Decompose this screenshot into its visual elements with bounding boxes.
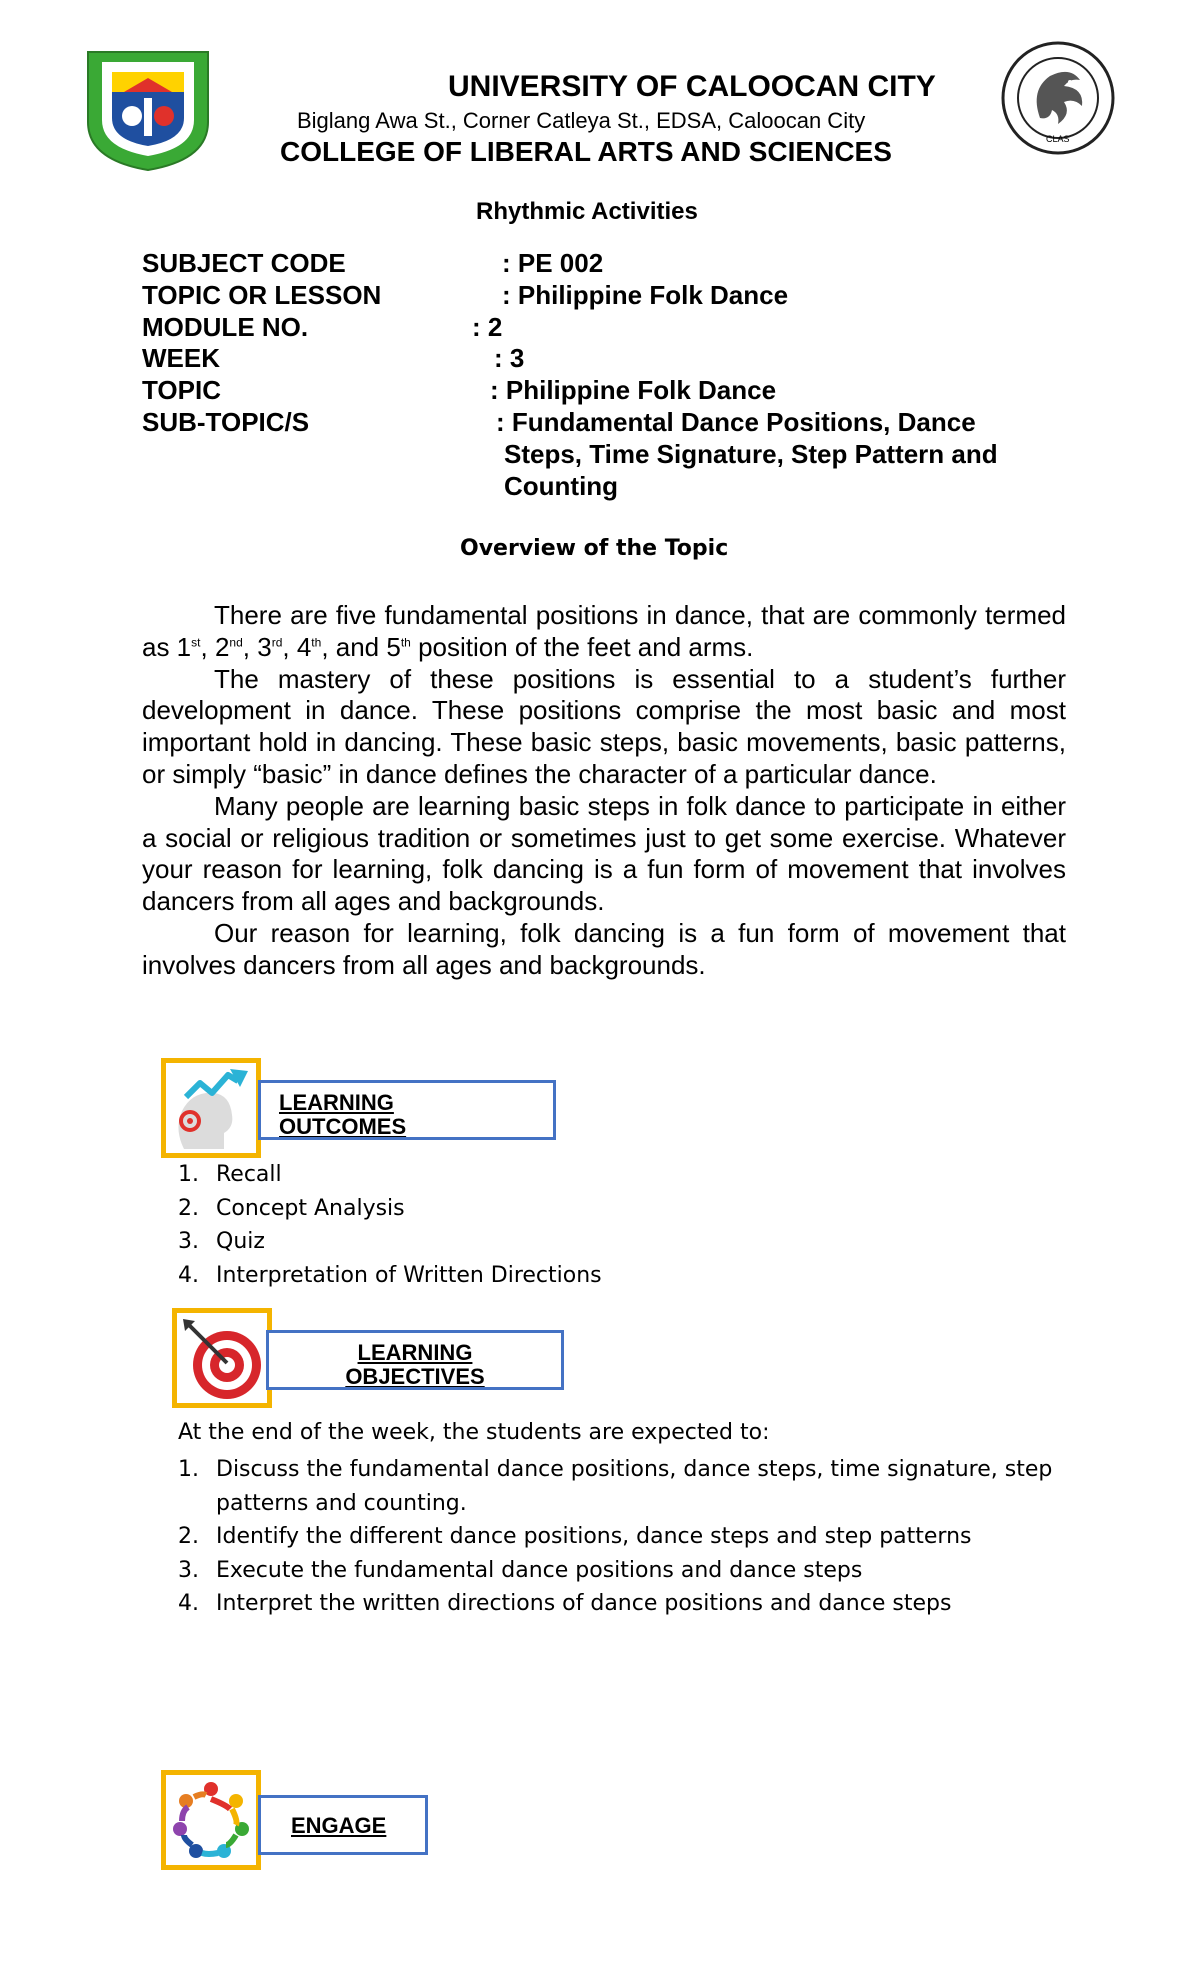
- outcomes-label-box: [258, 1080, 556, 1140]
- list-item: [178, 1158, 602, 1192]
- list-number: 2.: [178, 1195, 199, 1221]
- info-value: : Fundamental Dance Positions, Dance: [496, 406, 976, 437]
- list-item: [178, 1225, 602, 1259]
- engage-label-box: [258, 1795, 428, 1855]
- info-row: [142, 439, 1062, 471]
- info-label: TOPIC: [142, 375, 221, 406]
- outcomes-icon-box: [161, 1058, 261, 1158]
- document-title: Rhythmic Activities: [476, 198, 698, 225]
- engage-label: ENGAGE: [291, 1813, 387, 1838]
- list-item: [178, 1192, 602, 1226]
- info-label: MODULE NO.: [142, 311, 309, 342]
- superscript: rd: [271, 635, 283, 650]
- growth-chart-icon: [166, 1063, 256, 1153]
- list-item: [178, 1554, 1052, 1588]
- overview-paragraph: [142, 600, 1066, 664]
- list-item: [178, 1487, 1052, 1521]
- outcomes-list: [178, 1158, 602, 1292]
- subject-info: [142, 248, 1062, 502]
- list-item: [178, 1520, 1052, 1554]
- college-seal-sub: CLAS: [1046, 134, 1070, 144]
- university-seal: [82, 48, 214, 172]
- info-value: : PE 002: [502, 248, 604, 278]
- superscript: th: [400, 635, 411, 650]
- list-text: patterns and counting.: [216, 1490, 467, 1516]
- list-text: Quiz: [216, 1229, 265, 1254]
- text-run: position of the feet and arms.: [410, 631, 754, 662]
- objectives-lead: At the end of the week, the students are expected to:: [178, 1420, 770, 1445]
- info-value: : Philippine Folk Dance: [502, 279, 789, 310]
- info-label: WEEK: [142, 343, 220, 374]
- objectives-label-line1: LEARNING: [357, 1340, 473, 1365]
- text-run: , 3: [242, 631, 272, 662]
- info-row: [142, 407, 1062, 439]
- university-name: UNIVERSITY OF CALOOCAN CITY: [448, 70, 936, 103]
- list-text: Concept Analysis: [216, 1195, 405, 1221]
- info-label: TOPIC OR LESSON: [142, 279, 382, 310]
- list-item: [178, 1259, 602, 1293]
- info-value: : 2: [472, 311, 503, 342]
- university-seal-icon: [82, 48, 214, 172]
- superscript: st: [191, 635, 201, 650]
- superscript: nd: [229, 635, 243, 650]
- info-row: [142, 471, 1062, 503]
- info-value: : 3: [494, 343, 525, 374]
- info-row: [142, 248, 1062, 280]
- info-value: Steps, Time Signature, Step Pattern and: [504, 438, 998, 469]
- overview-heading: Overview of the Topic: [460, 536, 729, 561]
- info-value: : Philippine Folk Dance: [490, 375, 777, 406]
- info-row: [142, 375, 1062, 407]
- info-value: Counting: [504, 470, 619, 501]
- text-run: , 2: [200, 631, 230, 662]
- objectives-list: [178, 1453, 1052, 1621]
- list-number: 2.: [178, 1524, 199, 1549]
- text-run: There are five fundamental positions in dance, that are commonly termed as 1: [142, 600, 1066, 662]
- text-run: , 4: [282, 631, 312, 662]
- list-item: [178, 1587, 1052, 1621]
- engage-icon-box: [161, 1770, 261, 1870]
- list-text: Interpretation of Written Directions: [216, 1262, 602, 1288]
- overview-paragraph: Our reason for learning, folk dancing is a fun form of movement that involves dancers from all ages and backgrounds.: [142, 917, 1066, 980]
- outcomes-label-line1: LEARNING: [279, 1090, 394, 1115]
- university-address: Biglang Awa St., Corner Catleya St., EDSA, Caloocan City: [297, 108, 866, 133]
- list-number: 3.: [178, 1557, 199, 1583]
- list-number: 1.: [178, 1162, 199, 1187]
- target-icon: [177, 1313, 267, 1403]
- objectives-label-line2: OBJECTIVES: [345, 1364, 485, 1389]
- info-row: [142, 312, 1062, 344]
- superscript: th: [311, 635, 322, 650]
- info-row: [142, 280, 1062, 312]
- list-text: Interpret the written directions of dance positions and dance steps: [216, 1591, 952, 1616]
- info-label: SUBJECT CODE: [142, 248, 346, 278]
- list-text: Identify the different dance positions, dance steps and step patterns: [216, 1524, 972, 1549]
- college-seal: [1000, 40, 1116, 156]
- outcomes-label-line2: OUTCOMES: [279, 1114, 407, 1139]
- people-circle-icon: [166, 1775, 256, 1865]
- objectives-icon-box: [172, 1308, 272, 1408]
- objectives-label-box: [266, 1330, 564, 1390]
- overview-body: [142, 600, 1066, 982]
- list-item: [178, 1453, 1052, 1487]
- list-text: Discuss the fundamental dance positions, dance steps, time signature, step: [216, 1457, 1053, 1482]
- overview-paragraph: Many people are learning basic steps in folk dance to participate in either a social or religious tradition or sometimes just to get some exercise. Whatever your reason for learning, folk dancing is a fun form of movement that involves dancers from all ages and backgrounds.: [142, 790, 1066, 917]
- list-text: Execute the fundamental dance positions and dance steps: [216, 1557, 863, 1583]
- list-number: 4.: [178, 1262, 199, 1288]
- list-number: 1.: [178, 1457, 199, 1482]
- info-row: [142, 343, 1062, 375]
- list-number: 4.: [178, 1591, 199, 1616]
- college-name: COLLEGE OF LIBERAL ARTS AND SCIENCES: [280, 136, 892, 167]
- list-number: 3.: [178, 1229, 199, 1254]
- overview-paragraph: The mastery of these positions is essential to a student’s further development in dance. These positions comprise the most basic and most important hold in dancing. These basic steps, basic movements, basic patterns, or simply “basic” in dance defines the character of a particular dance.: [142, 663, 1066, 789]
- info-label: SUB-TOPIC/S: [142, 406, 310, 437]
- list-text: Recall: [216, 1162, 282, 1187]
- text-run: , and 5: [321, 631, 401, 662]
